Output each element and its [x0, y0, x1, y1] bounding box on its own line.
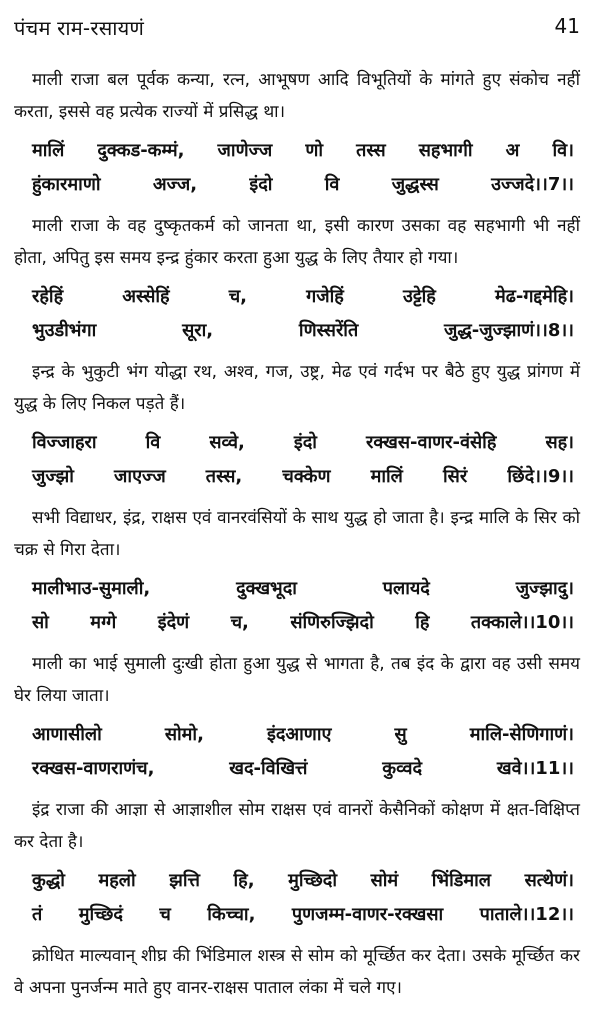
verse-9: [14, 426, 580, 494]
prose-paragraph-1: माली राजा बल पूर्वक कन्या, रत्न, आभूषण आदि विभूतियों के मांगते हुए संकोच नहीं करता, इससे वह प्रत्येक राज्यों में प्रसिद्ध था।: [14, 70, 580, 122]
verse-line: सो मग्गे इंदेणं च, संणिरुज्झिदो हि तक्काले।।10।।: [32, 612, 574, 633]
verse-line: तं मुच्छिदं च किच्चा, पुणजम्म-वाणर-रक्खसा पाताले।।12।।: [32, 904, 574, 925]
verse-line: हुंकारमाणो अज्ज, इंदो वि जुद्धस्स उज्जदे।।7।।: [32, 174, 574, 195]
verse-line: जुज्झो जाएज्ज तस्स, चक्केण मालिं सिरं छिंदे।।9।।: [32, 466, 574, 487]
verse-line: रहेहिं अस्सेहिं च, गजेहिं उट्टेहि मेढ-गद्दमेहि।: [32, 286, 574, 307]
verse-line: मालीभाउ-सुमाली, दुक्खभूदा पलायदे जुज्झादु।: [32, 578, 574, 599]
prose-paragraph-2: माली राजा के वह दुष्कृतकर्म को जानता था, इसी कारण उसका वह सहभागी भी नहीं होता, अपितु इस समय इन्द्र हुंकार करता हुआ युद्ध के लिए तैयार हो गया।: [14, 216, 580, 268]
verse-line: रक्खस-वाणराणंच, खद-विखित्तं कुव्वदे खवे।।11।।: [32, 758, 574, 779]
running-header-title: पंचम राम-रसायणं: [14, 16, 145, 40]
prose-paragraph-6: इंद्र राजा की आज्ञा से आज्ञाशील सोम राक्षस एवं वानरों केसैनिकों कोक्षण में क्षत-विक्षिप्त कर देता है।: [14, 800, 580, 852]
verse-line: कुद्धो महलो झत्ति हि, मुच्छिदो सोमं भिंडिमाल सत्थेणं।: [32, 870, 574, 891]
verse-8: [14, 280, 580, 348]
page-header: [14, 14, 580, 42]
verse-line: मालिं दुक्कड-कम्मं, जाणेज्ज णो तस्स सहभागी अ वि।: [32, 140, 574, 161]
prose-paragraph-4: सभी विद्याधर, इंद्र, राक्षस एवं वानरवंसियों के साथ युद्ध हो जाता है। इन्द्र मालि के सिर को चक्र से गिरा देता।: [14, 508, 580, 560]
page-content: [14, 64, 580, 1010]
prose-paragraph-5: माली का भाई सुमाली दुःखी होता हुआ युद्ध से भागता है, तब इंद के द्वारा वह उसी समय घेर लिया जाता।: [14, 654, 580, 706]
verse-line: भुउडीभंगा सूरा, णिस्सरेंति जुद्ध-जुज्झाणं।।8।।: [32, 320, 574, 341]
verse-12: [14, 864, 580, 932]
prose-paragraph-3: इन्द्र के भुकुटी भंग योद्धा रथ, अश्व, गज, उष्ट्र, मेढ एवं गर्दभ पर बैठे हुए युद्ध प्रांगण में युद्ध के लिए निकल पड़ते हैं।: [14, 362, 580, 414]
prose-paragraph-7: क्रोधित माल्यवान् शीघ्र की भिंडिमाल शस्त्र से सोम को मूर्च्छित कर देता। उसके मूर्च्छित कर वे अपना पुनर्जन्म माते हुए वानर-राक्षस पाताल लंका में चले गए।: [14, 946, 580, 998]
page-number: 41: [554, 14, 580, 38]
verse-line: आणासीलो सोमो, इंदआणाए सु मालि-सेणिगाणं।: [32, 724, 574, 745]
verse-10: [14, 572, 580, 640]
verse-line: विज्जाहरा वि सव्वे, इंदो रक्खस-वाणर-वंसेहि सह।: [32, 432, 574, 453]
verse-7: [14, 134, 580, 202]
verse-11: [14, 718, 580, 786]
